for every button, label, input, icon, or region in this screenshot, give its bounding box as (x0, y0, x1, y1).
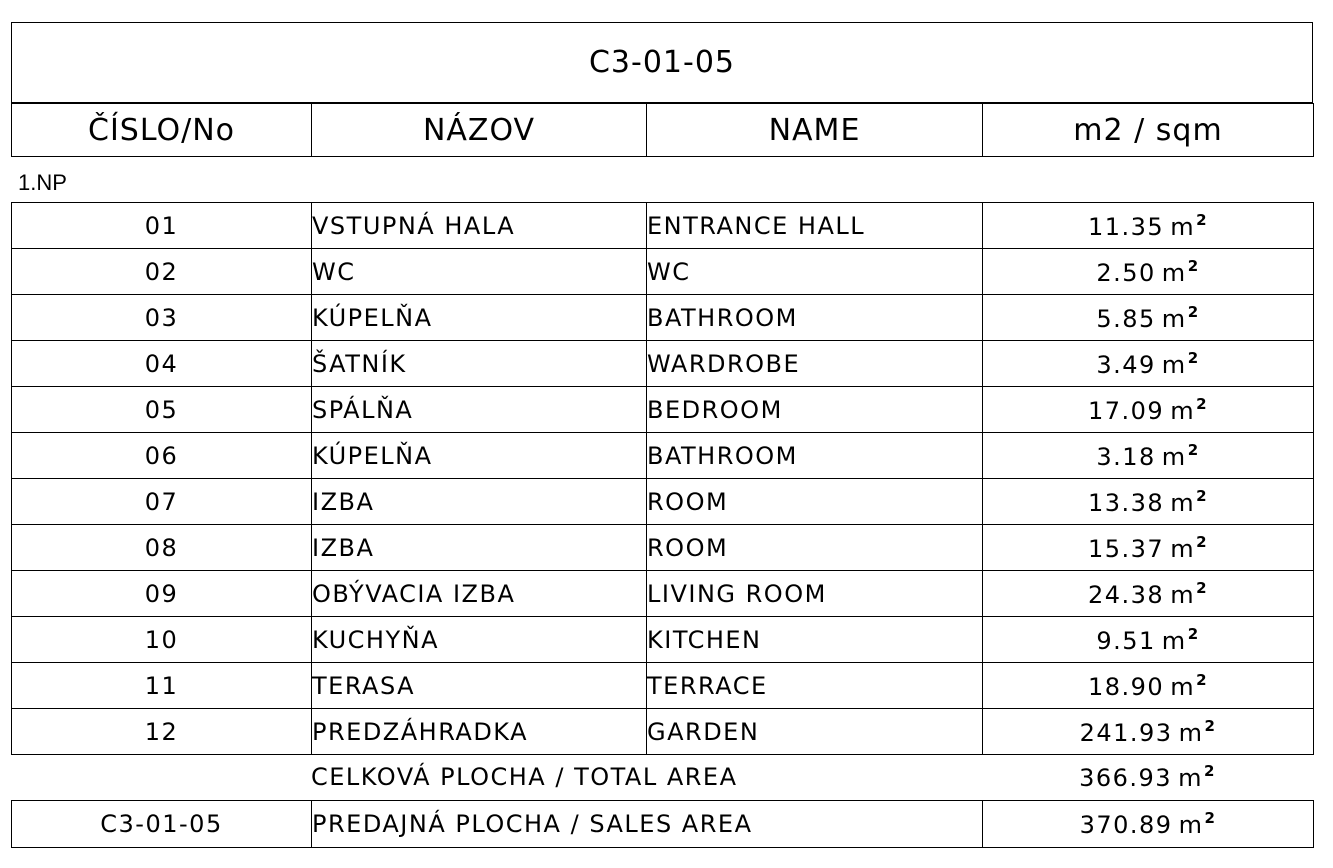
room-area-number: 24.38 (1087, 580, 1165, 609)
room-row (12, 617, 1314, 663)
room-area-unit: m (1170, 212, 1196, 241)
sales-area-exponent: 2 (1204, 809, 1217, 827)
room-area (983, 433, 1314, 479)
room-area-number: 3.49 (1096, 350, 1156, 379)
column-header-row (11, 103, 1314, 157)
rooms-body (12, 203, 1314, 755)
room-area-number: 11.35 (1087, 212, 1165, 241)
room-area (983, 341, 1314, 387)
room-area-unit: m (1161, 258, 1187, 287)
room-number: 07 (12, 479, 312, 525)
rooms-table (11, 202, 1314, 755)
room-row (12, 709, 1314, 755)
room-row (12, 525, 1314, 571)
room-name-sk: IZBA (312, 479, 647, 525)
sales-unit-code: C3-01-05 (12, 801, 312, 848)
room-name-sk: KÚPELŇA (312, 295, 647, 341)
sales-area-row (11, 800, 1314, 848)
room-row (12, 663, 1314, 709)
room-name-en: TERRACE (647, 663, 983, 709)
room-area-exponent: 2 (1196, 210, 1209, 229)
header-area: m2 / sqm (983, 104, 1314, 157)
room-area-exponent: 2 (1187, 302, 1200, 321)
room-area (983, 663, 1314, 709)
sales-area-unit: m (1178, 811, 1204, 839)
room-row (12, 387, 1314, 433)
room-area-number: 17.09 (1087, 396, 1165, 425)
room-name-sk: OBÝVACIA IZBA (312, 571, 647, 617)
room-area-exponent: 2 (1196, 394, 1209, 413)
room-area (983, 295, 1314, 341)
room-area-exponent: 2 (1196, 670, 1209, 689)
header-name-en: NAME (647, 104, 983, 157)
room-area-exponent: 2 (1196, 578, 1209, 597)
room-name-sk: WC (312, 249, 647, 295)
room-area (983, 617, 1314, 663)
room-row (12, 433, 1314, 479)
room-area-exponent: 2 (1187, 624, 1200, 643)
room-name-en: LIVING ROOM (647, 571, 983, 617)
room-name-en: BATHROOM (647, 433, 983, 479)
room-number: 12 (12, 709, 312, 755)
room-name-en: GARDEN (647, 709, 983, 755)
room-number: 09 (12, 571, 312, 617)
room-name-en: ENTRANCE HALL (647, 203, 983, 249)
room-name-en: WARDROBE (647, 341, 983, 387)
room-area (983, 709, 1314, 755)
room-name-sk: SPÁLŇA (312, 387, 647, 433)
room-area-number: 241.93 (1079, 718, 1173, 747)
room-name-sk: KÚPELŇA (312, 433, 647, 479)
room-number: 06 (12, 433, 312, 479)
room-area-unit: m (1170, 534, 1196, 563)
room-area-number: 9.51 (1096, 626, 1156, 655)
room-name-sk: IZBA (312, 525, 647, 571)
room-row (12, 571, 1314, 617)
room-name-en: WC (647, 249, 983, 295)
room-row (12, 295, 1314, 341)
room-area-unit: m (1170, 672, 1196, 701)
room-number: 10 (12, 617, 312, 663)
total-area-number: 366.93 (1079, 764, 1173, 792)
room-area-unit: m (1170, 488, 1196, 517)
room-area-unit: m (1161, 350, 1187, 379)
room-number: 05 (12, 387, 312, 433)
room-area (983, 203, 1314, 249)
room-row (12, 341, 1314, 387)
room-area-unit: m (1178, 718, 1204, 747)
room-row (12, 249, 1314, 295)
room-name-en: ROOM (647, 525, 983, 571)
room-name-en: KITCHEN (647, 617, 983, 663)
room-area-number: 2.50 (1096, 258, 1156, 287)
room-area-unit: m (1161, 442, 1187, 471)
room-number: 03 (12, 295, 312, 341)
room-area (983, 571, 1314, 617)
room-number: 04 (12, 341, 312, 387)
room-area (983, 479, 1314, 525)
total-area-label: CELKOVÁ PLOCHA / TOTAL AREA (311, 763, 738, 791)
room-area (983, 249, 1314, 295)
room-name-en: ROOM (647, 479, 983, 525)
sales-area-value (983, 801, 1314, 848)
schedule-title: C3-01-05 (12, 23, 1313, 103)
room-number: 01 (12, 203, 312, 249)
room-area-exponent: 2 (1187, 440, 1200, 459)
room-area (983, 387, 1314, 433)
floor-label: 1.NP (18, 170, 67, 195)
header-name-sk: NÁZOV (312, 104, 647, 157)
room-number: 02 (12, 249, 312, 295)
room-area-unit: m (1170, 580, 1196, 609)
room-area-unit: m (1161, 626, 1187, 655)
room-area-number: 15.37 (1087, 534, 1165, 563)
room-name-sk: TERASA (312, 663, 647, 709)
room-area-exponent: 2 (1196, 486, 1209, 505)
room-row (12, 203, 1314, 249)
room-area-number: 3.18 (1096, 442, 1156, 471)
sales-area-label: PREDAJNÁ PLOCHA / SALES AREA (312, 801, 983, 848)
room-area-number: 13.38 (1087, 488, 1165, 517)
room-area-number: 5.85 (1096, 304, 1156, 333)
header-number: ČÍSLO/No (12, 104, 312, 157)
room-name-sk: ŠATNÍK (312, 341, 647, 387)
schedule-title-table (11, 22, 1313, 103)
total-area-exponent: 2 (1203, 762, 1216, 780)
room-area-number: 18.90 (1087, 672, 1165, 701)
room-area-unit: m (1170, 396, 1196, 425)
room-area-exponent: 2 (1196, 532, 1209, 551)
room-name-sk: PREDZÁHRADKA (312, 709, 647, 755)
room-row (12, 479, 1314, 525)
total-area-row (11, 755, 1313, 799)
room-name-en: BATHROOM (647, 295, 983, 341)
room-number: 08 (12, 525, 312, 571)
room-area-exponent: 2 (1187, 348, 1200, 367)
total-area-value (982, 755, 1313, 799)
room-area-exponent: 2 (1204, 716, 1217, 735)
room-area-exponent: 2 (1187, 256, 1200, 275)
total-area-unit: m (1178, 764, 1203, 792)
room-number: 11 (12, 663, 312, 709)
room-area-unit: m (1161, 304, 1187, 333)
room-name-sk: KUCHYŇA (312, 617, 647, 663)
total-spacer (11, 755, 311, 799)
room-area (983, 525, 1314, 571)
room-name-sk: VSTUPNÁ HALA (312, 203, 647, 249)
sales-area-number: 370.89 (1079, 811, 1173, 839)
room-name-en: BEDROOM (647, 387, 983, 433)
